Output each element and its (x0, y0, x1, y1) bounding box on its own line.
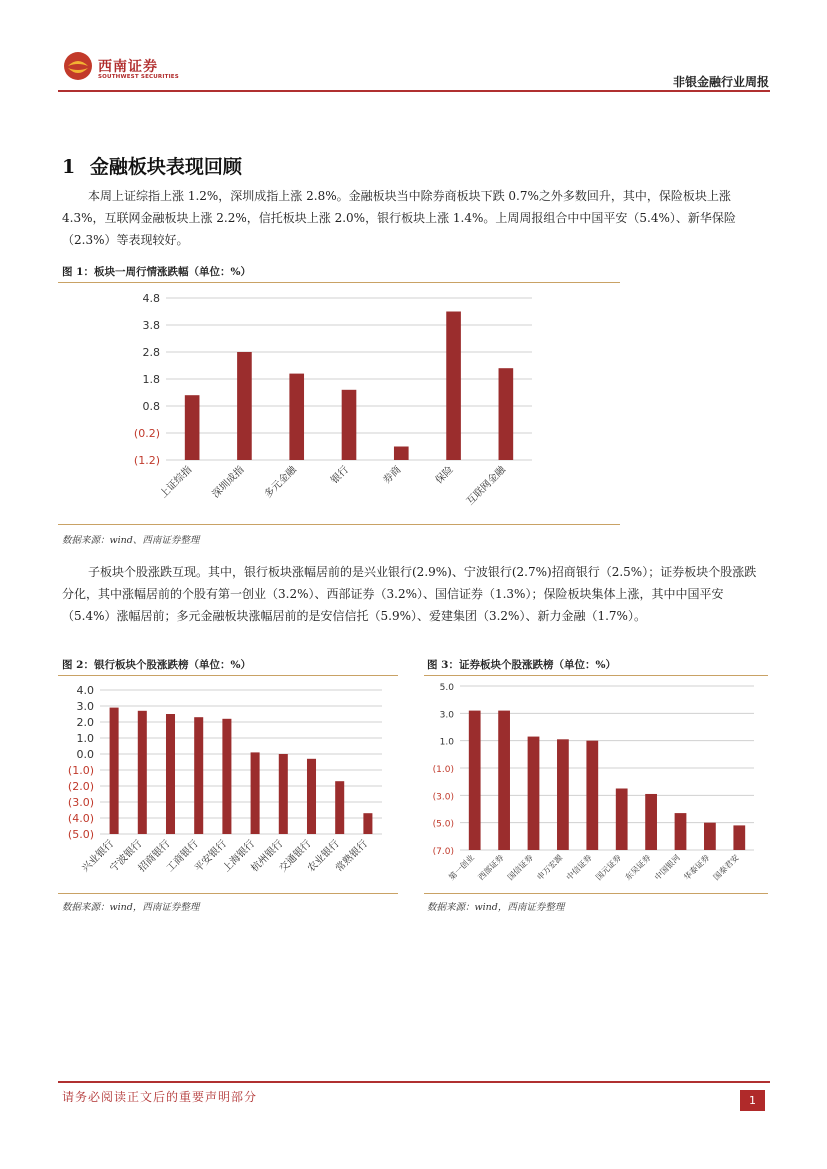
y-tick-label: (3.0) (67, 796, 94, 809)
disclaimer-note: 请务必阅读正文后的重要声明部分 (62, 1090, 258, 1104)
y-tick-label: (0.2) (133, 427, 160, 440)
y-tick-label: 4.0 (76, 684, 94, 697)
y-tick-label: (2.0) (67, 780, 94, 793)
figure-3-title: 图 3：证券板块个股涨跌榜（单位：%） (427, 659, 616, 671)
figure-3-source: 数据来源：wind，西南证券整理 (427, 902, 565, 913)
x-category-label: 上海银行 (221, 838, 258, 875)
bar (469, 711, 481, 850)
bar (446, 312, 461, 461)
bar (528, 737, 540, 850)
x-category-label: 宁波银行 (108, 838, 145, 875)
bar (194, 717, 203, 834)
y-tick-label: 3.0 (76, 700, 94, 713)
figure-2-title: 图 2：银行板块个股涨跌榜（单位：%） (62, 659, 251, 671)
y-tick-label: (1.0) (67, 764, 94, 777)
y-tick-label: (1.0) (432, 765, 454, 775)
x-category-label: 常熟银行 (333, 838, 371, 875)
x-category-label: 国元证券 (594, 853, 624, 883)
y-tick-label: 1.0 (439, 737, 454, 748)
bar (586, 741, 598, 850)
bar (307, 759, 316, 834)
figure-2-bottom-rule (58, 893, 398, 894)
x-category-label: 华泰证券 (682, 853, 712, 883)
x-category-label: 西部证券 (476, 853, 506, 883)
x-category-label: 中国银河 (652, 853, 682, 883)
logo-chinese-name: 西南证券 (98, 59, 158, 75)
x-category-label: 工商银行 (164, 838, 201, 875)
y-tick-label: (5.0) (432, 819, 454, 830)
y-tick-label: (4.0) (67, 812, 94, 825)
y-tick-label: 1.8 (142, 373, 160, 386)
bar (363, 813, 372, 834)
bar (675, 813, 687, 850)
x-category-label: 招商银行 (136, 838, 173, 875)
paragraph-1 (62, 185, 767, 251)
x-category-label: 国信证券 (505, 853, 535, 883)
bar (222, 719, 231, 834)
bar (645, 794, 657, 850)
x-category-label: 国泰君安 (711, 853, 741, 883)
figure-3-top-rule (424, 675, 768, 676)
page-number: 1 (740, 1090, 765, 1111)
figure-3-bottom-rule (424, 893, 768, 894)
bar (335, 781, 344, 834)
x-category-label: 农业银行 (305, 838, 342, 875)
figure-2-chart (60, 680, 396, 890)
figure-1-bottom-rule (58, 524, 620, 525)
bar (394, 447, 409, 461)
y-tick-label: 0.0 (76, 748, 94, 761)
section-title (62, 152, 242, 179)
x-category-label: 兴业银行 (80, 838, 117, 875)
bar (166, 714, 175, 834)
bar (733, 825, 745, 850)
y-tick-label: 3.0 (439, 710, 454, 721)
section-title-text: 金融板块表现回顾 (89, 156, 242, 178)
bar (237, 352, 252, 460)
bar (251, 752, 260, 834)
figure-2-source: 数据来源：wind，西南证券整理 (62, 902, 200, 913)
figure-1-source: 数据来源：wind、西南证券整理 (62, 535, 200, 546)
section-number: 1 (62, 156, 76, 178)
logo-english-name: SOUTHWEST SECURITIES (98, 74, 179, 80)
figure-1-top-rule (58, 282, 620, 283)
paragraph-2 (62, 561, 767, 627)
x-category-label: 银行 (329, 464, 352, 487)
y-tick-label: 4.8 (142, 292, 160, 305)
bar (498, 711, 510, 850)
bar (279, 754, 288, 834)
bar (289, 374, 304, 460)
y-tick-label: (1.2) (133, 454, 160, 467)
figure-2-top-rule (58, 675, 398, 676)
bar (110, 708, 119, 834)
bar (185, 395, 200, 460)
x-category-label: 互联网金融 (464, 464, 508, 508)
y-tick-label: (7.0) (432, 847, 454, 857)
x-category-label: 东吴证券 (623, 853, 653, 883)
x-category-label: 多元金融 (262, 464, 299, 501)
x-category-label: 深圳成指 (210, 464, 247, 501)
x-category-label: 保险 (433, 464, 456, 487)
figure-3-chart (426, 680, 768, 890)
bar (557, 739, 569, 850)
report-type-label: 非银金融行业周报 (672, 75, 769, 89)
x-category-label: 中信证券 (564, 853, 594, 883)
y-tick-label: 2.8 (142, 346, 160, 359)
y-tick-label: 0.8 (142, 400, 160, 413)
y-tick-label: 3.8 (142, 319, 160, 332)
y-tick-label: 5.0 (439, 683, 454, 693)
x-category-label: 交通银行 (277, 838, 314, 875)
x-category-label: 申万宏源 (535, 853, 565, 883)
bar (138, 711, 147, 834)
y-tick-label: (5.0) (67, 828, 94, 841)
y-tick-label: 1.0 (76, 732, 94, 745)
logo-emblem-icon (62, 50, 98, 86)
x-category-label: 第一创业 (447, 853, 477, 883)
bar (616, 789, 628, 851)
header-divider (58, 90, 770, 92)
figure-1-title: 图 1：板块一周行情涨跌幅（单位：%） (62, 266, 251, 278)
x-category-label: 平安银行 (192, 838, 230, 875)
paragraph-2-text: 子板块个股涨跌互现。其中，银行板块涨幅居前的是兴业银行(2.9%)、宁波银行(2.7%)招商银行（2.5%）；证券板块个股涨跌分化，其中涨幅居前的个股有第一创业（3.2%）、西部证券（3.2%）、国信证券（1.3%）；保险板块集体上涨，其中中国平安（5.4%）涨幅居前；多元金融板块涨幅居前的是安信信托（5.9%）、爱建集团（3.2%）、新力金融（1.7%）。 (62, 565, 757, 623)
bar (499, 368, 514, 460)
x-category-label: 上证综指 (158, 464, 195, 501)
footer-divider (58, 1081, 770, 1083)
paragraph-1-text: 本周上证综指上涨 1.2%，深圳成指上涨 2.8%。金融板块当中除券商板块下跌 0.7%之外多数回升，其中，保险板块上涨 4.3%，互联网金融板块上涨 2.2%，信托板块上涨 2.0%，银行板块上涨 1.4%。上周周报组合中中国平安（5.4%）、新华保险（2.3%）等表现较好。 (62, 189, 736, 247)
bar (704, 823, 716, 850)
figure-1-chart (130, 286, 550, 518)
bar (342, 390, 357, 460)
x-category-label: 杭州银行 (249, 838, 286, 875)
y-tick-label: (3.0) (432, 792, 454, 803)
y-tick-label: 2.0 (76, 716, 94, 729)
x-category-label: 券商 (381, 464, 404, 487)
